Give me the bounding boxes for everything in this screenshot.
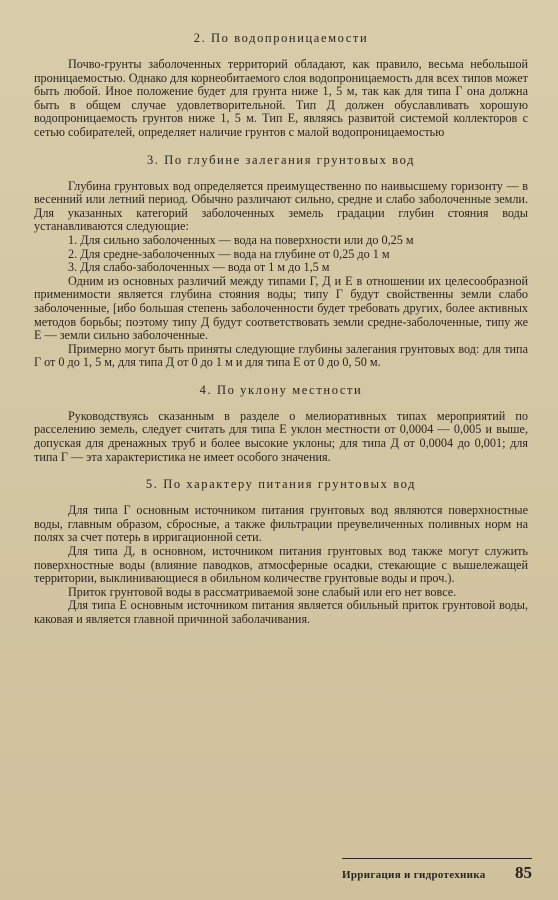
page-number: 85 <box>515 863 532 882</box>
paragraph: Почво-грунты заболоченных территорий обладают, как правило, весьма небольшой проницаемостью. Однако для корнеобитаемого слоя водопроницаемость для всех типов может быть любой. Иное положение будет для грунта ниже 1, 5 м, так как для типа Г она должна быть в общем случае удовлетворительной. Тип Д должен обуславливать хорошую водопроницаемость грунтов ниже 1, 5 м. Тип Е, являясь развитой системой коллекторов с сетью собирателей, определяет наличие грунтов с малой водопроницаемостью <box>34 57 528 139</box>
section-title: 5. По характеру питания грунтовых вод <box>145 477 417 492</box>
section-permeability <box>34 30 528 140</box>
section-title: 4. По уклону местности <box>199 382 363 397</box>
list-item: 3. Для слабо-заболоченных — вода от 1 м до 1,5 м <box>68 260 330 275</box>
paragraph: Примерно могут быть приняты следующие глубины залегания грунтовых вод: для типа Г от 0 до 1, 5 м, для типа Д от 0 до 1 м и для типа Е от 0 до 0, 50 м. <box>34 341 528 370</box>
section-groundwater-supply <box>34 476 528 626</box>
paragraph: Одним из основных различий между типами Г, Д и Е в отношении их целесообразной применимости является глубина стояния воды; типу Г будут свойственны земли слабо заболоченные, [ибо большая степень заболоченности будет требовать других, более активных методов борьбы; поэтому типу Д будут соответствовать земли средне-заболоченные, типу же Е — земли сильно заболоченные. <box>34 273 528 343</box>
paragraph: Глубина грунтовых вод определяется преимущественно по наивысшему горизонту — в весенний или летний период. Обычно различают сильно, средне и слабо заболоченные земли. Для указанных категорий заболоченных земель градации глубин стояния воды устанавливаются следующие: <box>34 178 528 234</box>
paragraph: Для типа Е основным источником питания является обильный приток грунтовой воды, каковая и является главной причиной заболачивания. <box>34 598 528 626</box>
section-title: 3. По глубине залегания грунтовых вод <box>146 152 416 167</box>
section-title: 2. По водопроницаемости <box>193 31 369 45</box>
paragraph: Для типа Д, в основном, источником питания грунтовых вод также могут служить поверхностные воды (влияние паводков, атмосферные осадки, стекающие с вышележащей территории, выклинивающиеся в обильном количестве грунтовые воды и проч.). <box>34 544 528 586</box>
list-item: 2. Для средне-заболоченных — вода на глубине от 0,25 до 1 м <box>68 246 390 261</box>
list-item: 1. Для сильно заболоченных — вода на поверхности или до 0,25 м <box>68 232 414 247</box>
paragraph: Приток грунтовой воды в рассматриваемой зоне слабый или его нет вовсе. <box>68 584 457 599</box>
journal-title: Ирригация и гидротехника <box>342 869 486 881</box>
page-footer <box>342 858 532 883</box>
section-groundwater-depth <box>34 152 528 370</box>
paragraph: Для типа Г основным источником питания грунтовых вод являются поверхностные воды, главным образом, сбросные, а также фильтрации преувеличенных поливных норм на полях за счет потерь в ирригационной сети. <box>34 503 528 545</box>
section-slope <box>34 382 528 464</box>
paragraph: Руководствуясь сказанным в разделе о мелиоративных типах мероприятий по расселению земель, следует считать для типа Е уклон местности от 0,0004 — 0,005 и выше, допуская для дренажных труб и более высокие уклоны; для типа Д от 0,0004 до 0,001; для типа Г — эта характеристика не имеет особого значения. <box>34 408 528 464</box>
